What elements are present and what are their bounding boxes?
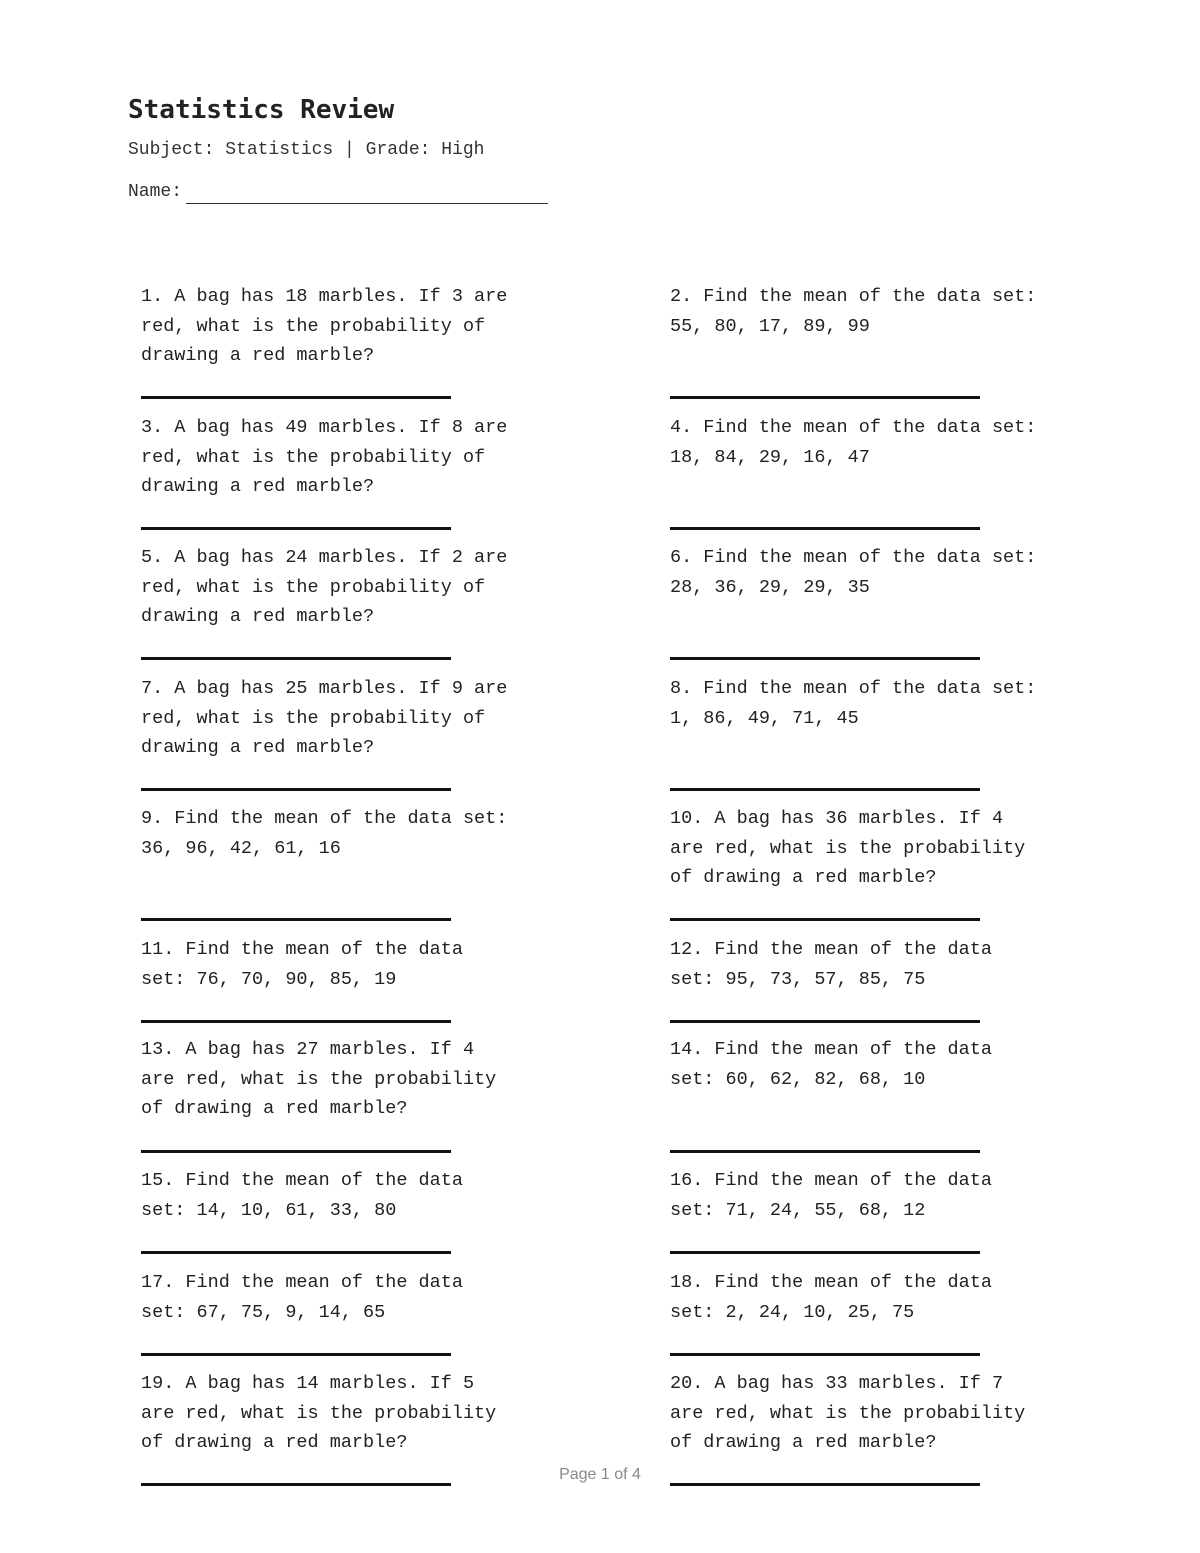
answer-line[interactable]: [670, 396, 980, 399]
answer-line[interactable]: [670, 527, 980, 530]
page-number: Page 1 of 4: [559, 1466, 641, 1483]
question-text: 10. A bag has 36 marbles. If 4 are red, what is the probability of drawing a red marble?: [670, 808, 1026, 888]
question-text: 8. Find the mean of the data set: 1, 86, 49, 71, 45: [670, 678, 1037, 729]
question-11: [141, 935, 581, 994]
question-14: [670, 1035, 1110, 1094]
answer-line[interactable]: [141, 1020, 451, 1023]
question-13: [141, 1035, 581, 1124]
question-16: [670, 1166, 1110, 1225]
page-title: Statistics Review: [128, 95, 395, 125]
question-text: 12. Find the mean of the data set: 95, 73, 57, 85, 75: [670, 939, 992, 990]
question-text: 7. A bag has 25 marbles. If 9 are red, what is the probability of drawing a red marble?: [141, 678, 508, 758]
question-text: 13. A bag has 27 marbles. If 4 are red, what is the probability of drawing a red marble?: [141, 1039, 497, 1119]
question-1: [141, 282, 581, 371]
answer-line[interactable]: [670, 657, 980, 660]
question-4: [670, 413, 1110, 472]
answer-line[interactable]: [670, 1150, 980, 1153]
question-text: 15. Find the mean of the data set: 14, 10, 61, 33, 80: [141, 1170, 463, 1221]
question-10: [670, 804, 1110, 893]
question-text: 1. A bag has 18 marbles. If 3 are red, what is the probability of drawing a red marble?: [141, 286, 508, 366]
question-text: 18. Find the mean of the data set: 2, 24, 10, 25, 75: [670, 1272, 992, 1323]
answer-line[interactable]: [670, 1020, 980, 1023]
question-text: 14. Find the mean of the data set: 60, 62, 82, 68, 10: [670, 1039, 992, 1090]
answer-line[interactable]: [670, 1353, 980, 1356]
question-6: [670, 543, 1110, 602]
question-text: 20. A bag has 33 marbles. If 7 are red, what is the probability of drawing a red marble?: [670, 1373, 1026, 1453]
question-text: 2. Find the mean of the data set: 55, 80, 17, 89, 99: [670, 286, 1037, 337]
name-label: Name:: [128, 182, 183, 202]
question-20: [670, 1369, 1110, 1458]
question-8: [670, 674, 1110, 733]
question-5: [141, 543, 581, 632]
subject-grade-line: Subject: Statistics | Grade: High: [128, 140, 485, 160]
answer-line[interactable]: [141, 1150, 451, 1153]
question-text: 16. Find the mean of the data set: 71, 24, 55, 68, 12: [670, 1170, 992, 1221]
question-text: 9. Find the mean of the data set: 36, 96, 42, 61, 16: [141, 808, 508, 859]
question-text: 6. Find the mean of the data set: 28, 36, 29, 29, 35: [670, 547, 1037, 598]
question-3: [141, 413, 581, 502]
name-answer-line[interactable]: [186, 183, 548, 204]
question-17: [141, 1268, 581, 1327]
answer-line[interactable]: [141, 657, 451, 660]
question-9: [141, 804, 581, 863]
question-18: [670, 1268, 1110, 1327]
answer-line[interactable]: [141, 918, 451, 921]
question-19: [141, 1369, 581, 1458]
question-text: 4. Find the mean of the data set: 18, 84, 29, 16, 47: [670, 417, 1037, 468]
answer-line[interactable]: [141, 1251, 451, 1254]
answer-line[interactable]: [141, 527, 451, 530]
question-text: 3. A bag has 49 marbles. If 8 are red, what is the probability of drawing a red marble?: [141, 417, 508, 497]
question-15: [141, 1166, 581, 1225]
answer-line[interactable]: [670, 788, 980, 791]
answer-line[interactable]: [141, 396, 451, 399]
answer-line[interactable]: [670, 918, 980, 921]
question-7: [141, 674, 581, 763]
question-text: 19. A bag has 14 marbles. If 5 are red, what is the probability of drawing a red marble?: [141, 1373, 497, 1453]
answer-line[interactable]: [141, 1353, 451, 1356]
answer-line[interactable]: [141, 788, 451, 791]
question-text: 11. Find the mean of the data set: 76, 70, 90, 85, 19: [141, 939, 463, 990]
name-row: [128, 180, 548, 204]
question-12: [670, 935, 1110, 994]
answer-line[interactable]: [670, 1251, 980, 1254]
question-2: [670, 282, 1110, 341]
question-text: 5. A bag has 24 marbles. If 2 are red, what is the probability of drawing a red marble?: [141, 547, 508, 627]
question-text: 17. Find the mean of the data set: 67, 75, 9, 14, 65: [141, 1272, 463, 1323]
